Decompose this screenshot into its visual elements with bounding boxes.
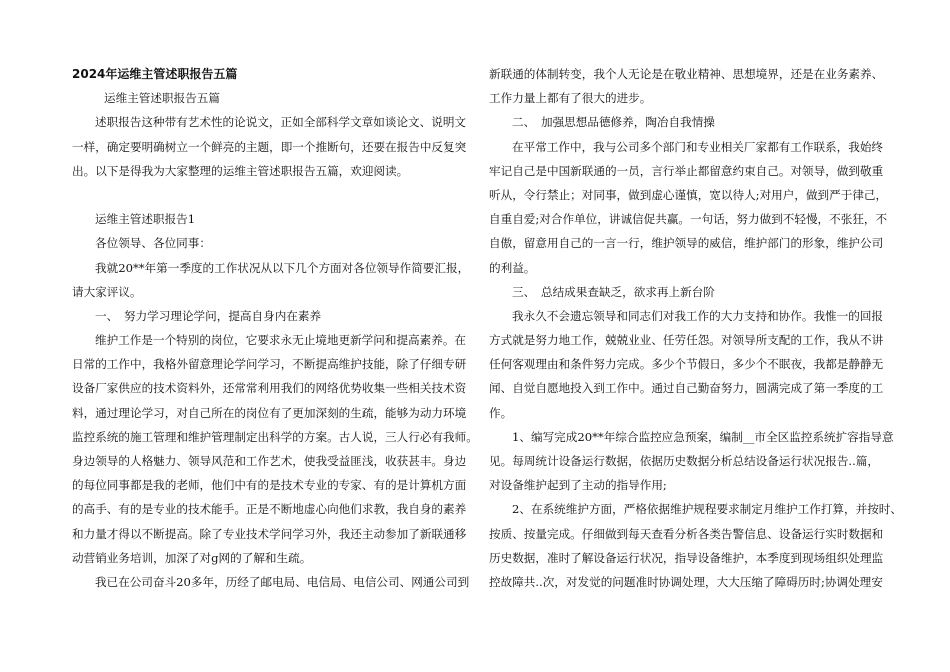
paragraph-line: 请大家评议。 <box>72 284 142 299</box>
right-column <box>489 62 902 594</box>
paragraph-line: 历史数据，准时了解设备运行状况，指导设备维护，本季度到现场组织处理监 <box>489 550 884 565</box>
paragraph-line: 我已在公司奋斗20多年，历经了邮电局、电信局、电信公司、网通公司到 <box>95 574 470 589</box>
left-column <box>72 62 478 594</box>
paragraph-line <box>72 183 458 207</box>
paragraph-line: 述职报告这种带有艺术性的论说文，正如全部科学文章如谈论文、说明文 <box>95 115 467 130</box>
paragraph-line: 三、 总结成果查缺乏，欲求再上新台阶 <box>512 284 715 299</box>
paragraph-line: 1、编写完成20**年综合监控应急预案，编制__市全区监控系统扩容指导意 <box>512 429 894 444</box>
paragraph-line: 作。 <box>489 405 513 420</box>
paragraph-line: 自重自爱;对合作单位，讲诚信促共赢。一句话，努力做到不轻慢，不张狂，不 <box>489 212 888 227</box>
paragraph-line: 我就20**年第一季度的工作状况从以下几个方面对各位领导作简要汇报， <box>95 260 470 275</box>
paragraph-line: 的每位同事都是我的老师，他们中有的是技术专业的专家、有的是计算机方面 <box>72 478 467 493</box>
paragraph-line: 一、 努力学习理论学问，提高自身内在素养 <box>95 308 322 323</box>
paragraph-line: 听从，令行禁止；对同事，做到虚心谨慎，宽以待人;对用户，做到严于律己， <box>489 187 888 202</box>
paragraph-line: 运维主管述职报告五篇 <box>104 91 220 106</box>
paragraph-line: 闻、自觉自愿地投入到工作中。通过自己勤奋努力，圆满完成了第一季度的工 <box>489 381 884 396</box>
paragraph-line: 的利益。 <box>489 260 536 275</box>
paragraph-line: 的高手、有的是专业的技术能手。正是不断地虚心向他们求教，我自身的素养 <box>72 502 467 517</box>
paragraph-line: 设备厂家供应的技术资料外，还常常利用我们的网络优势收集一些相关技术资 <box>72 381 467 396</box>
paragraph-line: 新联通的体制转变，我个人无论是在敬业精神、思想境界，还是在业务素养、 <box>489 67 884 81</box>
paragraph-line: 维护工作是一个特别的岗位，它要求永无止境地更新学问和提高素养。在 <box>95 333 467 348</box>
paragraph-line: 自傲，留意用自己的一言一行，维护领导的威信，维护部门的形象，维护公司 <box>489 236 884 251</box>
paragraph-line: 方式就是努力地工作，兢兢业业、任劳任怨。对领导所支配的工作，我从不讲 <box>489 333 884 348</box>
paragraph-line: 见。每周统计设备运行数据，依据历史数据分析总结设备运行状况报告..篇， <box>489 454 879 468</box>
paragraph-line: 在平常工作中，我与公司多个部门和专业相关厂家都有工作联系，我始终 <box>512 139 884 154</box>
paragraph-line: 料，通过理论学习，对自己所在的岗位有了更加深刻的生疏，能够为动力环境 <box>72 405 467 420</box>
paragraph-line: 2、在系统维护方面，严格依据维护规程要求制定月维护工作打算，并按时、 <box>512 502 902 517</box>
paragraph-line: 按质、按量完成。仔细做到每天查看分析各类告警信息、设备运行实时数据和 <box>489 526 884 541</box>
document-title: 2024年运维主管述职报告五篇 <box>72 67 238 81</box>
paragraph-line: 对设备维护起到了主动的指导作用; <box>489 478 667 493</box>
paragraph-line: 控故障共..次，对发觉的问题准时协调处理，大大压缩了障碍历时;协调处理安 <box>489 574 883 589</box>
paragraph-line: 运维主管述职报告1 <box>95 212 196 227</box>
paragraph-line: 动营销业务培训，加深了对g网的了解和生疏。 <box>72 550 312 565</box>
paragraph-line: 各位领导、各位同事： <box>95 236 211 251</box>
paragraph-line: 和力量才得以不断提高。除了专业技术学问学习外，我还主动参加了新联通移 <box>72 526 467 541</box>
paragraph-line: 任何客观理由和条件努力完成。多少个节假日，多少个不眠夜，我都是静静无 <box>489 357 884 372</box>
paragraph-line: 日常的工作中，我格外留意理论学问学习，不断提高维护技能，除了仔细专研 <box>72 357 467 372</box>
paragraph-line: 牢记自己是中国新联通的一员，言行举止都留意约束自己。对领导，做到敬重 <box>489 163 884 178</box>
paragraph-line: 身边领导的人格魅力、领导风范和工作艺术，使我受益匪浅，收获甚丰。身边 <box>72 454 467 468</box>
paragraph-line: 一样，确定要明确树立一个鲜亮的主题，即一个推断句，还要在报告中反复突 <box>72 139 467 154</box>
paragraph-line: 二、 加强思想品德修养，陶冶自我情操 <box>512 115 715 130</box>
paragraph-line: 工作力量上都有了很大的进步。 <box>489 91 652 106</box>
paragraph-line: 监控系统的施工管理和维护管理制定出科学的方案。古人说，三人行必有我师。 <box>72 429 478 444</box>
paragraph-line: 我永久不会遗忘领导和同志们对我工作的大力支持和协作。我惟一的回报 <box>512 308 884 323</box>
paragraph-line: 出。以下是得我为大家整理的运维主管述职报告五篇，欢迎阅读。 <box>72 163 409 178</box>
